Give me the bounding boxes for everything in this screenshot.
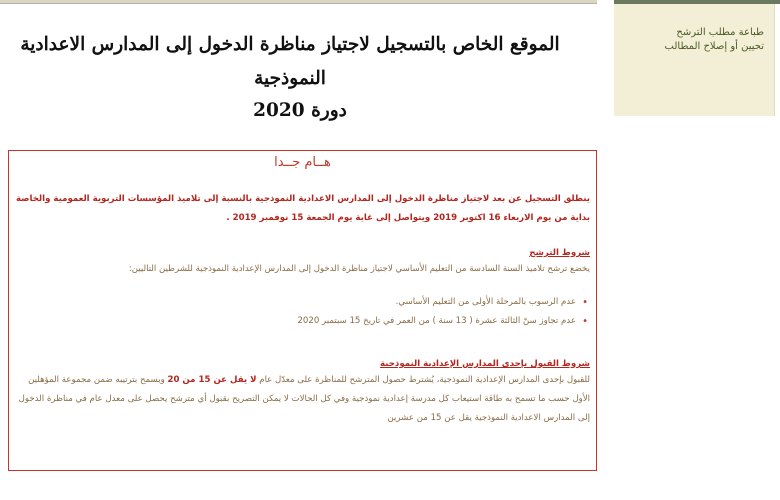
admission-title: شروط القبول بإحدى المدارس الإعدادية النموذجية [380,359,590,369]
conditions-title: شروط الترشح [529,248,590,258]
important-notice-box [8,150,597,471]
admission-text [15,371,590,428]
session-year: دورة 2020 [253,100,347,121]
title-line-2: النموذجية [254,68,326,89]
conditions-list [15,293,590,331]
list-item: • عدم الرسوب بالمرحلة الأولى من التعليم الأساسي. [15,293,576,312]
page-title [0,28,600,126]
registration-intro: ينطلق التسجيل عن بعد لاجتياز مناظرة الدخول إلى المدارس الاعدادية النموذجية بالنسبة إلى تلاميذ المؤسسات التربوية العمومية والخاصة بداية من يوم الاربعاء 16 اكتوبر 2019 ويتواصل إلى غاية يوم الجمعة 15 نوفمبر 2019 . [15,194,590,223]
list-item: • عدم تجاوز سنّ الثالثة عشرة ( 13 سنة ) من العمر في تاريخ 15 سبتمبر 2020 [15,312,576,331]
sidebar-link-print-application[interactable]: طباعة مطلب الترشح [676,27,764,38]
sidebar-menu [614,4,775,116]
conditions-text: يخضع ترشح تلاميذ السنة السادسة من التعليم الأساسي لاجتياز مناظرة الدخول إلى المدارس الإعدادية النموذجية للشرطين التاليين: [128,264,590,274]
admission-text-part-2: ويسمح بترتيبه ضمن مجموعة المؤهلين الأول حسب ما تسمح به طاقة استيعاب كل مدرسة إعدادية نموذجية وفي كل الحالات لا يمكن التصريح بقبول أي مترشح يحصل على معدل عام في مناظرة الدخول إلى المدارس الاعدادية النموذجية يقل عن 15 من عشرين [18,375,590,423]
admission-minimum-score: لا يقل عن 15 من 20 [167,375,257,385]
sidebar-link-update-application[interactable]: تحيين أو إصلاح المطالب [664,41,764,52]
admission-text-part-1: للقبول بإحدى المدارس الإعدادية النموذجية، يُشترط حصول المترشح للمناظرة على معدّل عام [256,375,590,385]
notice-heading: هــام جــدا [274,155,331,170]
header-top-bar [0,0,597,4]
title-line-1: الموقع الخاص بالتسجيل لاجتياز مناظرة الدخول إلى المدارس الاعدادية [20,34,560,55]
